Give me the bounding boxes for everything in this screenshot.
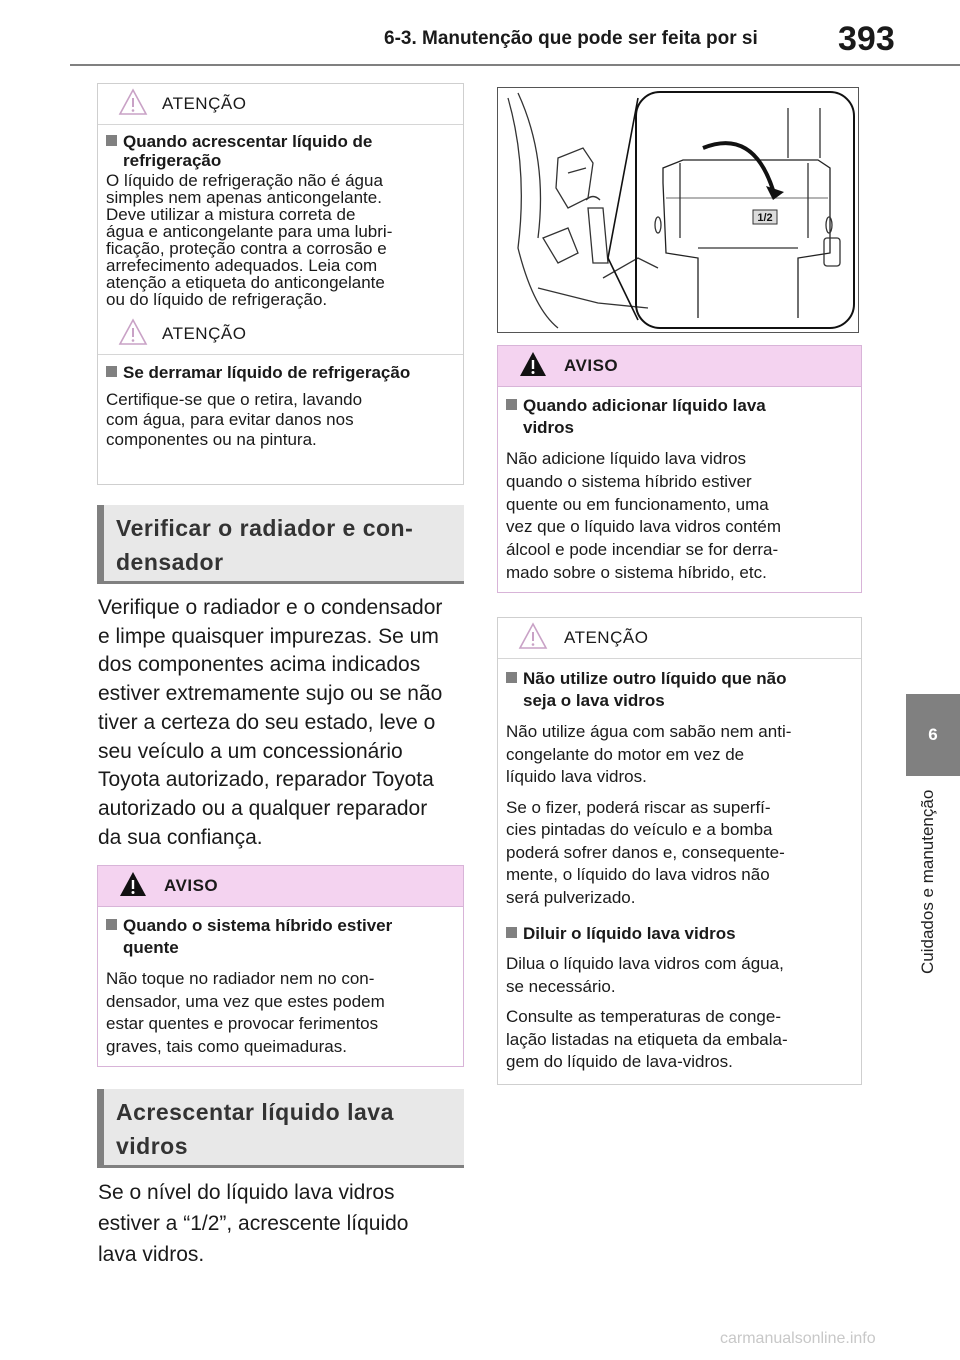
caution-label: ATENÇÃO bbox=[162, 324, 247, 343]
warning-box-hot-system bbox=[97, 865, 464, 1067]
level-mark-label: 1/2 bbox=[757, 212, 773, 224]
caution-body: Consulte as temperaturas de conge- lação listadas na etiqueta da embala- gem do líquido de lava-vidros. bbox=[506, 1007, 788, 1071]
bullet-square-icon bbox=[506, 672, 517, 683]
warning-triangle-icon bbox=[118, 870, 148, 903]
chapter-tab bbox=[906, 694, 960, 776]
warning-triangle-icon bbox=[118, 88, 148, 121]
caution-heading: Não utilize outro líquido que não seja o lava vidros bbox=[498, 668, 861, 712]
bullet-square-icon bbox=[106, 919, 117, 930]
caution-box-coolant bbox=[97, 83, 464, 485]
section-title: 6-3. Manutenção que pode ser feita por si bbox=[384, 28, 758, 49]
caution-body: Não utilize água com sabão nem anti- congelante do motor em vez de líquido lava vidros. bbox=[506, 722, 792, 786]
caution-header-2 bbox=[98, 314, 463, 354]
caution-body: Dilua o líquido lava vidros com água, se necessário. bbox=[506, 954, 784, 996]
section-heading-radiator: Verificar o radiador e con- densador bbox=[97, 505, 464, 584]
page-number: 393 bbox=[838, 20, 895, 58]
chapter-number: 6 bbox=[928, 725, 938, 744]
warning-header bbox=[498, 346, 861, 387]
caution-label: ATENÇÃO bbox=[564, 628, 649, 647]
warning-body: Não adicione líquido lava vidros quando o sistema híbrido estiver quente ou em funcionamento, uma vez que o líquido lava vidros contém álcool e pode incendiar se for derra- mado sobre o sistema híbrido, etc. bbox=[506, 449, 781, 582]
caution-body: Se o fizer, poderá riscar as superfí- cies pintadas do veículo e a bomba poderá sofrer danos e, consequente- mente, o líquido do lava vidros não será pulverizado. bbox=[506, 797, 785, 907]
caution-label: ATENÇÃO bbox=[162, 94, 247, 113]
watermark-text: carmanualsonline.info bbox=[720, 1330, 876, 1347]
bullet-square-icon bbox=[506, 927, 517, 938]
warning-body: Não toque no radiador nem no con- densador, uma vez que estes podem estar quentes e provocar ferimentos graves, tais como queimaduras. bbox=[106, 969, 385, 1056]
caution-box-washer-fluid bbox=[497, 617, 862, 1085]
warning-header bbox=[98, 866, 463, 907]
caution-header bbox=[98, 84, 463, 124]
bullet-square-icon bbox=[506, 399, 517, 410]
warning-triangle-icon bbox=[118, 318, 148, 351]
warning-label: AVISO bbox=[564, 356, 619, 375]
chapter-title: Cuidados e manutenção bbox=[918, 790, 937, 975]
bullet-square-icon bbox=[106, 366, 117, 377]
caution-heading: Diluir o líquido lava vidros bbox=[498, 923, 861, 945]
radiator-paragraph: Verifique o radiador e o condensador e limpe quaisquer impurezas. Se um dos componentes acima indicados estiver extremamente sujo ou se não tiver a certeza do seu estado, leve o seu veículo a um concessionário Toyota autorizado, reparador Toyota autorizado ou a qualquer reparador da sua confiança. bbox=[98, 596, 443, 849]
warning-box-washer-fluid bbox=[497, 345, 862, 593]
section-heading-washer-fluid: Acrescentar líquido lava vidros bbox=[97, 1089, 464, 1168]
warning-label: AVISO bbox=[164, 876, 219, 895]
caution-body: O líquido de refrigeração não é água simples nem apenas anticongelante. Deve utilizar a mistura correta de água e anticongelante para uma lubri- ficação, proteção contra a corrosão e arrefecimento adequados. Leia com atenção a etiqueta do anticongelante ou do líquido de refrigeração. bbox=[106, 171, 393, 309]
warning-triangle-icon bbox=[518, 622, 548, 655]
washer-reservoir-illustration bbox=[497, 87, 859, 333]
bullet-square-icon bbox=[106, 135, 117, 146]
caution-header bbox=[498, 618, 861, 658]
caution-heading: Se derramar líquido de refrigeração bbox=[98, 363, 463, 382]
warning-heading: Quando o sistema híbrido estiver quente bbox=[98, 915, 463, 959]
caution-heading: Quando acrescentar líquido de refrigeração bbox=[98, 132, 463, 170]
washer-paragraph: Se o nível do líquido lava vidros estiver a “1/2”, acrescente líquido lava vidros. bbox=[98, 1181, 409, 1266]
warning-heading: Quando adicionar líquido lava vidros bbox=[498, 395, 861, 439]
caution-body: Certifique-se que o retira, lavando com água, para evitar danos nos componentes ou na pintura. bbox=[106, 390, 363, 449]
header-divider bbox=[70, 64, 960, 66]
warning-triangle-icon bbox=[518, 350, 548, 383]
engine-bay-drawing bbox=[498, 88, 858, 332]
